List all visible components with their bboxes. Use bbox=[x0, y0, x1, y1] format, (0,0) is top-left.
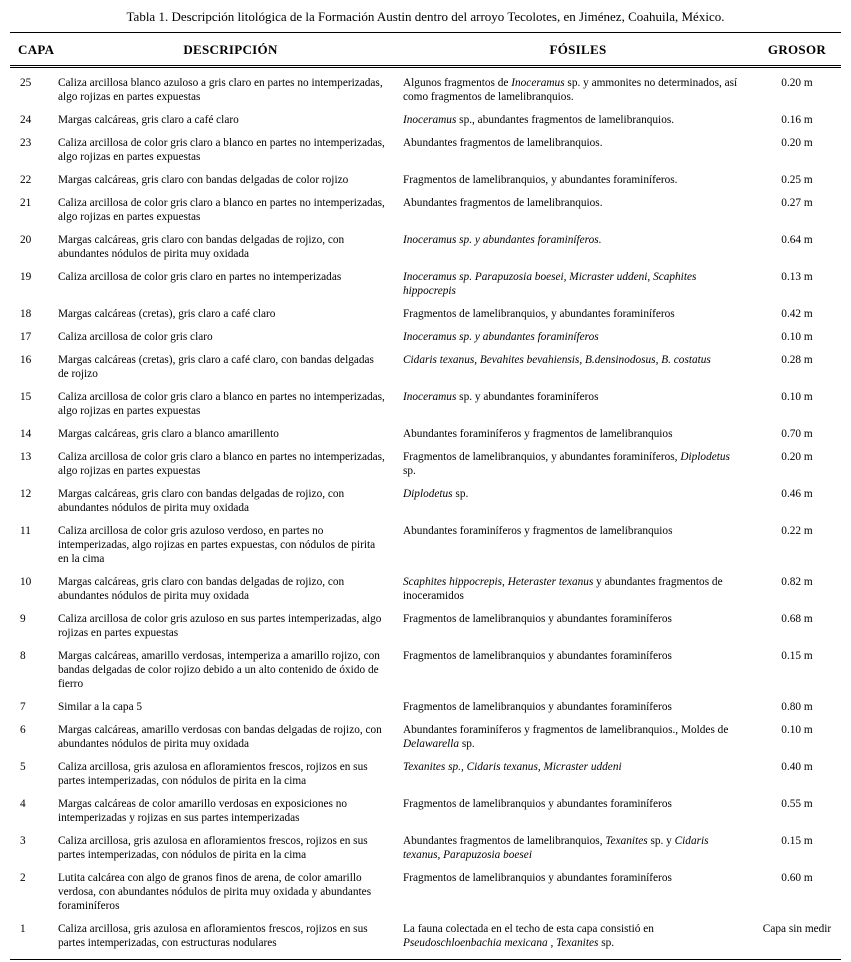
fossil-taxon-text: Inoceramus bbox=[511, 77, 565, 89]
fossil-plain-text: Abundantes foraminíferos y fragmentos de lamelibranquios bbox=[403, 428, 673, 440]
fossil-plain-text: Fragmentos de lamelibranquios y abundantes foraminíferos bbox=[403, 701, 672, 713]
fosiles-cell bbox=[403, 390, 753, 427]
fossil-plain-text: Fragmentos de lamelibranquios, y abundantes foraminíferos. bbox=[403, 174, 678, 186]
capa-cell: 23 bbox=[20, 137, 32, 149]
grosor-cell: 0.80 m bbox=[781, 701, 813, 713]
fosiles-cell bbox=[403, 196, 753, 233]
table-row bbox=[10, 450, 841, 487]
grosor-cell: 0.40 m bbox=[781, 761, 813, 773]
capa-cell: 8 bbox=[20, 650, 26, 662]
capa-cell: 20 bbox=[20, 234, 32, 246]
capa-cell: 21 bbox=[20, 197, 32, 209]
table-row bbox=[10, 723, 841, 760]
grosor-cell: 0.10 m bbox=[781, 391, 813, 403]
fosiles-cell bbox=[403, 524, 753, 575]
fosiles-cell bbox=[403, 649, 753, 700]
descripcion-cell: Caliza arcillosa de color gris claro a blanco en partes no intemperizadas, algo rojizas en partes expuestas bbox=[58, 391, 385, 417]
descripcion-cell: Caliza arcillosa de color gris claro a blanco en partes no intemperizadas, algo rojizas en partes expuestas bbox=[58, 137, 385, 163]
fossil-plain-text: Abundantes fragmentos de lamelibranquios. bbox=[403, 197, 603, 209]
table-row bbox=[10, 834, 841, 871]
capa-cell: 4 bbox=[20, 798, 26, 810]
capa-cell: 5 bbox=[20, 761, 26, 773]
descripcion-cell: Caliza arcillosa blanco azuloso a gris claro en partes no intemperizadas, algo rojizas en partes expuestas bbox=[58, 77, 383, 103]
fosiles-cell bbox=[403, 834, 753, 871]
fosiles-cell bbox=[403, 450, 753, 487]
descripcion-cell: Caliza arcillosa, gris azulosa en afloramientos frescos, rojizos en sus partes intemperizadas, con nódulos de pirita en la cima bbox=[58, 761, 368, 787]
fosiles-cell bbox=[403, 233, 753, 270]
grosor-cell: 0.64 m bbox=[781, 234, 813, 246]
column-header-descripcion: DESCRIPCIÓN bbox=[58, 33, 403, 67]
table-row bbox=[10, 233, 841, 270]
fosiles-cell bbox=[403, 67, 753, 114]
fossil-taxon-text: Cidaris texanus, Parapuzosia boesei bbox=[403, 835, 709, 861]
grosor-cell: 0.22 m bbox=[781, 525, 813, 537]
fosiles-cell bbox=[403, 427, 753, 450]
fossil-plain-text: Fragmentos de lamelibranquios y abundantes foraminíferos bbox=[403, 798, 672, 810]
grosor-cell: 0.68 m bbox=[781, 613, 813, 625]
fossil-taxon-text: Inoceramus bbox=[403, 114, 457, 126]
column-header-fosiles: FÓSILES bbox=[403, 33, 753, 67]
table-row bbox=[10, 760, 841, 797]
table-row bbox=[10, 575, 841, 612]
table-header bbox=[10, 33, 841, 67]
capa-cell: 10 bbox=[20, 576, 32, 588]
capa-cell: 1 bbox=[20, 923, 26, 935]
fossil-plain-text: Fragmentos de lamelibranquios y abundantes foraminíferos bbox=[403, 872, 672, 884]
capa-cell: 3 bbox=[20, 835, 26, 847]
fosiles-cell bbox=[403, 353, 753, 390]
descripcion-cell: Margas calcáreas (cretas), gris claro a café claro, con bandas delgadas de rojizo bbox=[58, 354, 374, 380]
descripcion-cell: Caliza arcillosa, gris azulosa en afloramientos frescos, rojizos en sus partes intemperizadas, con estructuras nodulares bbox=[58, 923, 368, 949]
table-row bbox=[10, 871, 841, 922]
fossil-plain-text: Fragmentos de lamelibranquios y abundantes foraminíferos bbox=[403, 650, 672, 662]
descripcion-cell: Caliza arcillosa de color gris azuloso en sus partes intemperizadas, algo rojizas en partes expuestas bbox=[58, 613, 382, 639]
fosiles-cell bbox=[403, 700, 753, 723]
grosor-cell: 0.46 m bbox=[781, 488, 813, 500]
capa-cell: 22 bbox=[20, 174, 32, 186]
fosiles-cell bbox=[403, 113, 753, 136]
fossil-plain-text: La fauna colectada en el techo de esta capa consistió en bbox=[403, 923, 654, 935]
fossil-plain-text: , bbox=[547, 937, 557, 949]
descripcion-cell: Caliza arcillosa de color gris claro a blanco en partes no intemperizadas, algo rojizas en partes expuestas bbox=[58, 451, 385, 477]
grosor-cell: 0.70 m bbox=[781, 428, 813, 440]
fossil-taxon-text: Scaphites hippocrepis, Heteraster texanus bbox=[403, 576, 594, 588]
fossil-plain-text: Algunos fragmentos de bbox=[403, 77, 512, 89]
fossil-taxon-text: Inoceramus bbox=[403, 391, 457, 403]
table-row bbox=[10, 524, 841, 575]
descripcion-cell: Lutita calcárea con algo de granos finos de arena, de color amarillo verdosa, con abundantes nódulos de pirita muy oxidada y abundantes foraminíferos bbox=[58, 872, 372, 912]
table-row bbox=[10, 270, 841, 307]
capa-cell: 2 bbox=[20, 872, 26, 884]
descripcion-cell: Margas calcáreas, gris claro a café claro bbox=[58, 114, 239, 126]
fosiles-cell bbox=[403, 760, 753, 797]
table-row bbox=[10, 196, 841, 233]
fossil-plain-text: Fragmentos de lamelibranquios, y abundantes foraminíferos, bbox=[403, 451, 681, 463]
grosor-cell: 0.15 m bbox=[781, 835, 813, 847]
table-row bbox=[10, 113, 841, 136]
capa-cell: 11 bbox=[20, 525, 31, 537]
grosor-cell: 0.20 m bbox=[781, 451, 813, 463]
fossil-taxon-text: Pseudoschloenbachia mexicana bbox=[403, 937, 548, 949]
table-body bbox=[10, 67, 841, 960]
column-header-grosor: GROSOR bbox=[753, 33, 841, 67]
fossil-plain-text: Abundantes fragmentos de lamelibranquios. bbox=[403, 137, 603, 149]
fossil-plain-text: sp. y ammonites no determinados, así como fragmentos de lamelibranquios. bbox=[403, 77, 738, 103]
descripcion-cell: Caliza arcillosa de color gris azuloso verdoso, en partes no intemperizadas, algo rojizas en partes expuestas, con nódulos de pirita en la cima bbox=[58, 525, 376, 565]
grosor-cell: 0.13 m bbox=[781, 271, 813, 283]
fossil-plain-text: sp. y abundantes foraminíferos bbox=[456, 391, 599, 403]
grosor-cell: 0.28 m bbox=[781, 354, 813, 366]
descripcion-cell: Caliza arcillosa de color gris claro en partes no intemperizadas bbox=[58, 271, 342, 283]
fosiles-cell bbox=[403, 723, 753, 760]
fossil-plain-text: Abundantes fragmentos de lamelibranquios, bbox=[403, 835, 606, 847]
fosiles-cell bbox=[403, 487, 753, 524]
capa-cell: 19 bbox=[20, 271, 32, 283]
capa-cell: 24 bbox=[20, 114, 32, 126]
fosiles-cell bbox=[403, 871, 753, 922]
fossil-plain-text: sp. bbox=[598, 937, 615, 949]
table-row bbox=[10, 67, 841, 114]
fossil-taxon-text: Cidaris texanus, Bevahites bevahiensis, B.densinodosus, B. costatus bbox=[403, 354, 711, 366]
table-row bbox=[10, 797, 841, 834]
fossil-taxon-text: Inoceramus sp. y abundantes foraminíferos. bbox=[403, 234, 602, 246]
fossil-plain-text: Abundantes foraminíferos y fragmentos de lamelibranquios., Moldes de bbox=[403, 724, 729, 736]
fossil-taxon-text: Inoceramus sp. y abundantes foraminíferos bbox=[403, 331, 599, 343]
header-row bbox=[10, 33, 841, 67]
fosiles-cell bbox=[403, 136, 753, 173]
fosiles-cell bbox=[403, 575, 753, 612]
descripcion-cell: Margas calcáreas, gris claro con bandas delgadas de rojizo, con abundantes nódulos de pirita muy oxidada bbox=[58, 488, 345, 514]
fossil-plain-text: sp., abundantes fragmentos de lamelibranquios. bbox=[456, 114, 675, 126]
grosor-cell: 0.10 m bbox=[781, 724, 813, 736]
fosiles-cell bbox=[403, 612, 753, 649]
grosor-cell: 0.55 m bbox=[781, 798, 813, 810]
descripcion-cell: Margas calcáreas de color amarillo verdosas en exposiciones no intemperizadas y rojizas en sus partes intemperizadas bbox=[58, 798, 348, 824]
descripcion-cell: Margas calcáreas, gris claro a blanco amarillento bbox=[58, 428, 279, 440]
descripcion-cell: Caliza arcillosa de color gris claro a blanco en partes no intemperizadas, algo rojizas en partes expuestas bbox=[58, 197, 385, 223]
fosiles-cell bbox=[403, 270, 753, 307]
table-row bbox=[10, 700, 841, 723]
fosiles-cell bbox=[403, 307, 753, 330]
table-row bbox=[10, 612, 841, 649]
fossil-plain-text: sp. bbox=[459, 738, 475, 750]
capa-cell: 17 bbox=[20, 331, 32, 343]
table-caption: Tabla 1. Descripción litológica de la Formación Austin dentro del arroyo Tecolotes, en Jiménez, Coahuila, México. bbox=[10, 6, 841, 33]
capa-cell: 9 bbox=[20, 613, 26, 625]
fosiles-cell bbox=[403, 330, 753, 353]
fossil-taxon-text: Texanites bbox=[605, 835, 648, 847]
descripcion-cell: Margas calcáreas, gris claro con bandas delgadas de rojizo, con abundantes nódulos de pirita muy oxidada bbox=[58, 234, 345, 260]
grosor-cell: 0.20 m bbox=[781, 77, 813, 89]
capa-cell: 18 bbox=[20, 308, 32, 320]
fossil-plain-text: Fragmentos de lamelibranquios y abundantes foraminíferos bbox=[403, 613, 672, 625]
fossil-taxon-text: Diplodetus bbox=[680, 451, 730, 463]
descripcion-cell: Margas calcáreas, amarillo verdosas con bandas delgadas de rojizo, con abundantes nódulos de pirita muy oxidada bbox=[58, 724, 382, 750]
table-row bbox=[10, 922, 841, 960]
table-row bbox=[10, 136, 841, 173]
fosiles-cell bbox=[403, 797, 753, 834]
grosor-cell: 0.16 m bbox=[781, 114, 813, 126]
descripcion-cell: Margas calcáreas, gris claro con bandas delgadas de color rojizo bbox=[58, 174, 349, 186]
fossil-plain-text: y abundantes fragmentos de inoceramidos bbox=[403, 576, 723, 602]
descripcion-cell: Caliza arcillosa, gris azulosa en afloramientos frescos, rojizos en sus partes intemperizadas, con nódulos de pirita en la cima bbox=[58, 835, 368, 861]
table-row bbox=[10, 487, 841, 524]
capa-cell: 14 bbox=[20, 428, 32, 440]
table-row bbox=[10, 427, 841, 450]
grosor-cell: Capa sin medir bbox=[762, 923, 832, 935]
fossil-plain-text: Fragmentos de lamelibranquios, y abundantes foraminíferos bbox=[403, 308, 675, 320]
descripcion-cell: Similar a la capa 5 bbox=[58, 701, 143, 713]
capa-cell: 6 bbox=[20, 724, 26, 736]
descripcion-cell: Margas calcáreas, amarillo verdosas, intemperiza a amarillo rojizo, con bandas delgadas de color rojizo debido a un alto contenido de óxido de fierro bbox=[58, 650, 380, 690]
grosor-cell: 0.10 m bbox=[781, 331, 813, 343]
descripcion-cell: Caliza arcillosa de color gris claro bbox=[58, 331, 213, 343]
fossil-plain-text: sp. bbox=[403, 465, 416, 477]
fossil-plain-text: sp. y bbox=[647, 835, 675, 847]
fossil-taxon-text: Inoceramus sp. Parapuzosia boesei, Micraster uddeni, Scaphites hippocrepis bbox=[403, 271, 697, 297]
descripcion-cell: Margas calcáreas, gris claro con bandas delgadas de rojizo, con abundantes nódulos de pirita muy oxidada bbox=[58, 576, 345, 602]
fosiles-cell bbox=[403, 173, 753, 196]
table-row bbox=[10, 307, 841, 330]
lithology-table bbox=[10, 33, 841, 960]
grosor-cell: 0.27 m bbox=[781, 197, 813, 209]
table-row bbox=[10, 390, 841, 427]
fossil-plain-text: sp. bbox=[452, 488, 469, 500]
grosor-cell: 0.82 m bbox=[781, 576, 813, 588]
grosor-cell: 0.42 m bbox=[781, 308, 813, 320]
capa-cell: 15 bbox=[20, 391, 32, 403]
fosiles-cell bbox=[403, 922, 753, 960]
fossil-plain-text: Abundantes foraminíferos y fragmentos de lamelibranquios bbox=[403, 525, 673, 537]
table-row bbox=[10, 649, 841, 700]
table-row bbox=[10, 353, 841, 390]
grosor-cell: 0.25 m bbox=[781, 174, 813, 186]
capa-cell: 7 bbox=[20, 701, 26, 713]
capa-cell: 25 bbox=[20, 77, 32, 89]
fossil-taxon-text: Diplodetus bbox=[403, 488, 453, 500]
descripcion-cell: Margas calcáreas (cretas), gris claro a café claro bbox=[58, 308, 276, 320]
grosor-cell: 0.15 m bbox=[781, 650, 813, 662]
table-row bbox=[10, 330, 841, 353]
column-header-capa: CAPA bbox=[10, 33, 58, 67]
table-row bbox=[10, 173, 841, 196]
fossil-taxon-text: Texanites bbox=[556, 937, 599, 949]
fossil-taxon-text: Texanites sp., Cidaris texanus, Micraster uddeni bbox=[403, 761, 622, 773]
capa-cell: 13 bbox=[20, 451, 32, 463]
capa-cell: 16 bbox=[20, 354, 32, 366]
fossil-taxon-text: Delawarella bbox=[403, 738, 460, 750]
grosor-cell: 0.60 m bbox=[781, 872, 813, 884]
capa-cell: 12 bbox=[20, 488, 32, 500]
grosor-cell: 0.20 m bbox=[781, 137, 813, 149]
